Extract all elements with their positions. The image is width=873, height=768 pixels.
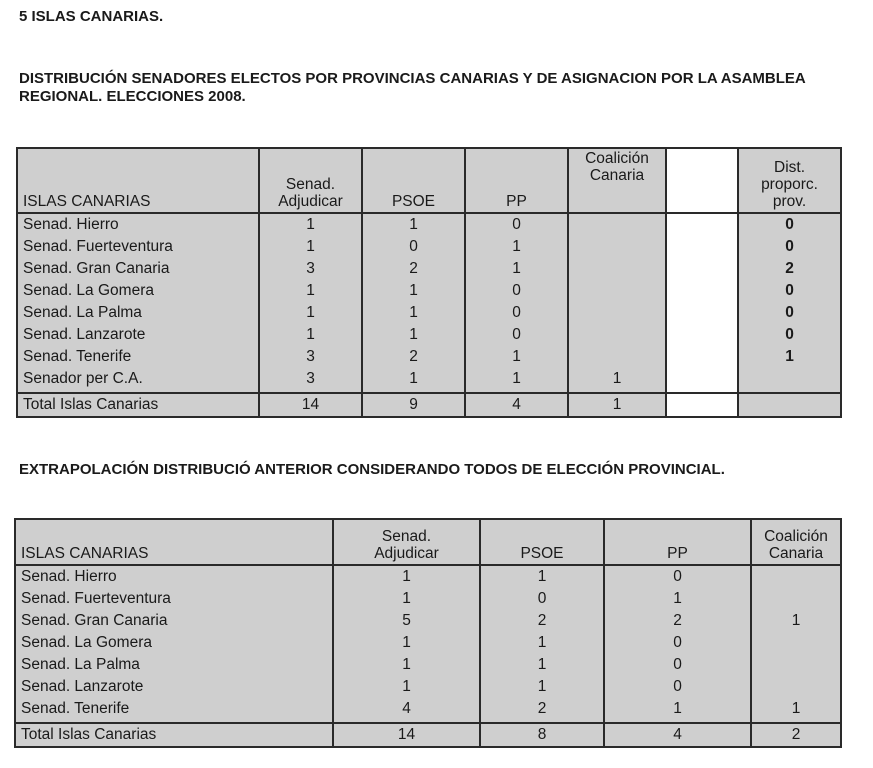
cell-senad: 1: [259, 236, 362, 258]
col-header-blank: [666, 148, 738, 213]
table-row: [17, 368, 841, 393]
cell-cc: [568, 280, 666, 302]
col-header-pp: PP: [465, 148, 568, 213]
cell-pp: 0: [465, 213, 568, 236]
cell-psoe: 0: [362, 236, 465, 258]
cell-pp: 0: [604, 654, 751, 676]
cell-psoe: 1: [362, 302, 465, 324]
cell-blank: [666, 368, 738, 393]
cell-blank: [666, 324, 738, 346]
cell-name: Senador per C.A.: [17, 368, 259, 393]
cell-name: Senad. Gran Canaria: [17, 258, 259, 280]
cell-psoe: 1: [480, 654, 604, 676]
cell-psoe: 2: [480, 610, 604, 632]
table-row: [15, 698, 841, 723]
cell-pp: 1: [604, 588, 751, 610]
cell-senad: 1: [333, 588, 480, 610]
senators-distribution-table: [16, 147, 842, 418]
cell-dist: [738, 368, 841, 393]
table-row: [15, 632, 841, 654]
cell-psoe: 1: [480, 565, 604, 588]
table-row: [17, 324, 841, 346]
cell-dist: 0: [738, 213, 841, 236]
cell-senad: 1: [259, 213, 362, 236]
cell-psoe: 2: [362, 346, 465, 368]
cell-psoe: 2: [362, 258, 465, 280]
cell-senad: 1: [333, 565, 480, 588]
col-header-psoe: PSOE: [480, 519, 604, 565]
cell-dist: 2: [738, 258, 841, 280]
col-header-senad: Senad. Adjudicar: [259, 148, 362, 213]
cell-senad: 3: [259, 368, 362, 393]
cell-cc: [751, 565, 841, 588]
total-row: [15, 723, 841, 747]
cell-pp: 0: [465, 302, 568, 324]
col-header-islas: ISLAS CANARIAS: [15, 519, 333, 565]
col-header-islas: ISLAS CANARIAS: [17, 148, 259, 213]
cell-cc: [751, 676, 841, 698]
cell-name: Senad. Lanzarote: [15, 676, 333, 698]
cell-name: Total Islas Canarias: [15, 723, 333, 747]
cell-dist: 0: [738, 324, 841, 346]
cell-pp: 1: [465, 258, 568, 280]
cell-name: Senad. Tenerife: [15, 698, 333, 723]
cell-senad: 14: [259, 393, 362, 417]
cell-cc: 1: [751, 698, 841, 723]
cell-name: Senad. La Gomera: [15, 632, 333, 654]
table-header-row: [17, 148, 841, 213]
cell-senad: 14: [333, 723, 480, 747]
cell-name: Senad. Gran Canaria: [15, 610, 333, 632]
table-header-row: [15, 519, 841, 565]
cell-dist: 1: [738, 346, 841, 368]
cell-cc: [568, 302, 666, 324]
cell-name: Senad. Hierro: [15, 565, 333, 588]
cell-senad: 3: [259, 346, 362, 368]
col-header-pp: PP: [604, 519, 751, 565]
col-header-dist: Dist. proporc. prov.: [738, 148, 841, 213]
col-header-psoe: PSOE: [362, 148, 465, 213]
col-header-cc: Coalición Canaria: [568, 148, 666, 213]
cell-name: Senad. Lanzarote: [17, 324, 259, 346]
cell-cc: 1: [568, 368, 666, 393]
cell-cc: [751, 654, 841, 676]
cell-pp: 1: [465, 236, 568, 258]
cell-psoe: 1: [362, 324, 465, 346]
cell-name: Total Islas Canarias: [17, 393, 259, 417]
cell-pp: 1: [604, 698, 751, 723]
table-row: [15, 676, 841, 698]
cell-dist: 0: [738, 280, 841, 302]
cell-senad: 5: [333, 610, 480, 632]
col-header-cc: Coalición Canaria: [751, 519, 841, 565]
cell-blank: [666, 393, 738, 417]
cell-psoe: 8: [480, 723, 604, 747]
cell-pp: 0: [465, 280, 568, 302]
cell-blank: [666, 346, 738, 368]
cell-blank: [666, 213, 738, 236]
cell-pp: 1: [465, 368, 568, 393]
cell-cc: [568, 346, 666, 368]
cell-name: Senad. La Palma: [15, 654, 333, 676]
cell-psoe: 2: [480, 698, 604, 723]
cell-dist: 0: [738, 236, 841, 258]
table2-title: EXTRAPOLACIÓN DISTRIBUCIÓ ANTERIOR CONSIDERANDO TODOS DE ELECCIÓN PROVINCIAL.: [19, 461, 725, 478]
total-row: [17, 393, 841, 417]
cell-senad: 1: [259, 324, 362, 346]
cell-blank: [666, 280, 738, 302]
cell-pp: 0: [604, 565, 751, 588]
cell-cc: 1: [568, 393, 666, 417]
table-row: [17, 302, 841, 324]
table-row: [15, 588, 841, 610]
cell-psoe: 1: [480, 632, 604, 654]
cell-cc: [568, 324, 666, 346]
cell-name: Senad. La Palma: [17, 302, 259, 324]
cell-cc: [568, 258, 666, 280]
cell-cc: 2: [751, 723, 841, 747]
cell-psoe: 0: [480, 588, 604, 610]
cell-blank: [666, 302, 738, 324]
section-title: 5 ISLAS CANARIAS.: [19, 8, 164, 25]
cell-senad: 1: [333, 676, 480, 698]
cell-pp: 4: [465, 393, 568, 417]
cell-psoe: 9: [362, 393, 465, 417]
cell-cc: [751, 588, 841, 610]
cell-senad: 4: [333, 698, 480, 723]
cell-cc: [751, 632, 841, 654]
cell-pp: 0: [604, 676, 751, 698]
cell-blank: [666, 258, 738, 280]
cell-senad: 1: [333, 632, 480, 654]
cell-pp: 0: [465, 324, 568, 346]
cell-name: Senad. Hierro: [17, 213, 259, 236]
table-row: [15, 610, 841, 632]
cell-name: Senad. La Gomera: [17, 280, 259, 302]
col-header-senad: Senad. Adjudicar: [333, 519, 480, 565]
cell-psoe: 1: [362, 280, 465, 302]
cell-senad: 1: [259, 302, 362, 324]
cell-cc: [568, 213, 666, 236]
table1-title: DISTRIBUCIÓN SENADORES ELECTOS POR PROVINCIAS CANARIAS Y DE ASIGNACION POR LA ASAMBLEA REGIONAL. ELECCIONES 2008.: [19, 70, 806, 105]
cell-psoe: 1: [362, 368, 465, 393]
table-row: [15, 565, 841, 588]
cell-name: Senad. Tenerife: [17, 346, 259, 368]
cell-cc: 1: [751, 610, 841, 632]
cell-pp: 2: [604, 610, 751, 632]
cell-dist: 0: [738, 302, 841, 324]
cell-name: Senad. Fuerteventura: [17, 236, 259, 258]
table-row: [17, 258, 841, 280]
cell-pp: 1: [465, 346, 568, 368]
cell-pp: 4: [604, 723, 751, 747]
table-row: [17, 236, 841, 258]
cell-blank: [666, 236, 738, 258]
cell-name: Senad. Fuerteventura: [15, 588, 333, 610]
cell-pp: 0: [604, 632, 751, 654]
cell-dist: [738, 393, 841, 417]
cell-senad: 1: [259, 280, 362, 302]
table-row: [17, 213, 841, 236]
table-row: [15, 654, 841, 676]
cell-psoe: 1: [480, 676, 604, 698]
cell-cc: [568, 236, 666, 258]
cell-senad: 1: [333, 654, 480, 676]
table-row: [17, 280, 841, 302]
cell-psoe: 1: [362, 213, 465, 236]
extrapolation-table: [14, 518, 842, 748]
cell-senad: 3: [259, 258, 362, 280]
table-row: [17, 346, 841, 368]
